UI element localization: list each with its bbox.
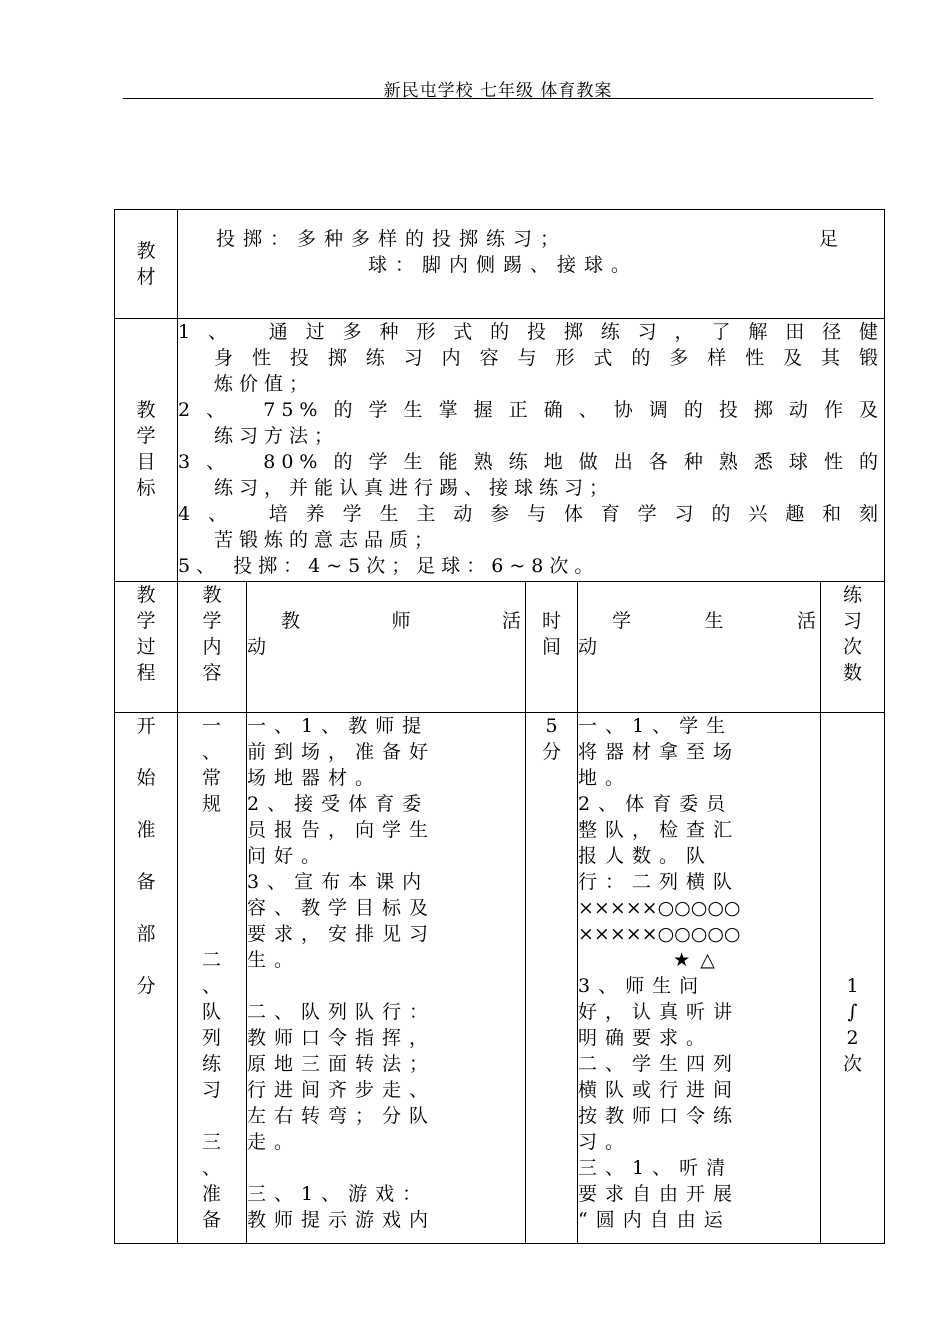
content-lines — [202, 713, 246, 1233]
reps-line — [821, 765, 884, 791]
teacher-line: 员报告，向学生 — [247, 819, 437, 841]
content-line — [202, 843, 246, 869]
content-line — [202, 921, 246, 947]
goal-5: 5、 投掷：4~5次；足球：6~8次。 — [178, 555, 600, 577]
content-line: 队 — [202, 1001, 222, 1023]
teacher-line — [247, 973, 525, 999]
reps-cell — [821, 713, 885, 1244]
student-line: 一、1、学生 — [578, 715, 734, 737]
goal-4-end: 苦锻炼的意志品质； — [214, 529, 440, 551]
header-reps: 练 习 次 数 — [821, 582, 885, 713]
student-line: 地。 — [578, 767, 633, 789]
reps-line — [821, 791, 884, 817]
student-line: 明确要求。 — [578, 1027, 714, 1049]
goals-content — [178, 319, 885, 582]
reps-line: 1 — [846, 975, 859, 997]
goal-4: 4、 培养学生主动参与体育学习的兴趣和刻 — [178, 503, 884, 525]
header-content: 教 学 内 容 — [178, 582, 247, 713]
content-line: 、 — [202, 975, 222, 997]
material-content — [178, 210, 885, 319]
teacher-activity-cell — [247, 713, 526, 1244]
teacher-line: 问好。 — [247, 845, 329, 867]
teacher-line — [247, 1155, 525, 1181]
goal-3: 3、 80%的学生能熟练地做出各种熟悉球性的 — [178, 451, 884, 473]
material-line-2: 球：脚内侧踢、接球。 — [368, 254, 639, 276]
content-line: 规 — [202, 793, 222, 815]
student-line: ×××××○○○○○ — [578, 923, 741, 945]
content-line: 、 — [202, 1157, 222, 1179]
reps-line — [821, 921, 884, 947]
phase-label: 开 始 准 备 部 分 — [115, 713, 178, 1244]
goal-2-end: 练习方法； — [214, 425, 340, 447]
teacher-line: 场地器材。 — [247, 767, 383, 789]
teacher-line: 左右转弯；分队 — [247, 1105, 437, 1127]
student-line: 行：二列横队 — [578, 871, 741, 893]
reps-line — [821, 843, 884, 869]
reps-line — [821, 895, 884, 921]
reps-line: 2 — [846, 1027, 859, 1049]
reps-line — [821, 869, 884, 895]
page-header: 新民屯学校 七年级 体育教案 — [383, 81, 613, 101]
column-header-row — [115, 582, 885, 713]
teacher-line: 原地三面转法； — [247, 1053, 437, 1075]
student-line: 整队，检查汇 — [578, 819, 741, 841]
student-line: 报人数。队 — [578, 845, 714, 867]
content-line — [202, 817, 246, 843]
teacher-line: 2、接受体育委 — [247, 793, 430, 815]
student-line: 好，认真听讲 — [578, 1001, 741, 1023]
content-line: 练 — [202, 1053, 222, 1075]
teacher-line: 3、宣布本课内 — [247, 871, 430, 893]
material-line-1-end: 足 — [818, 228, 846, 250]
content-line: 、 — [202, 741, 222, 763]
teacher-line: 一、1、教师提 — [247, 715, 430, 737]
content-line — [202, 1103, 246, 1129]
teacher-line: 走。 — [247, 1131, 302, 1153]
student-lines — [578, 713, 820, 1233]
content-line: 备 — [202, 1209, 222, 1231]
reps-line: ∫ — [847, 1001, 858, 1023]
content-line: 二 — [202, 949, 222, 971]
student-line: 横队或行进间 — [578, 1079, 741, 1101]
teacher-line: 行进间齐步走、 — [247, 1079, 437, 1101]
goal-1-cont: 身性投掷练习内容与形式的多样性及其锻 — [214, 347, 884, 369]
teacher-line: 教师提示游戏内 — [247, 1209, 437, 1231]
student-line: 三、1、听清 — [578, 1157, 734, 1179]
content-line: 一 — [202, 715, 222, 737]
warmup-section-row — [115, 713, 885, 1244]
teacher-line: 教师口令指挥， — [247, 1027, 437, 1049]
content-line: 常 — [202, 767, 222, 789]
student-line: 按教师口令练 — [578, 1105, 741, 1127]
student-activity-cell — [578, 713, 821, 1244]
material-line-1: 投掷：多种多样的投掷练习； — [216, 228, 568, 250]
content-line — [202, 895, 246, 921]
header-process: 教 学 过 程 — [115, 582, 178, 713]
lesson-plan-table — [114, 209, 885, 1244]
content-line: 习 — [202, 1079, 222, 1101]
student-line: 二、学生四列 — [578, 1053, 741, 1075]
goal-1-end: 炼价值； — [214, 373, 315, 395]
header-divider — [123, 98, 873, 99]
student-line: 2、体育委员 — [578, 793, 734, 815]
content-cell — [178, 713, 247, 1244]
content-line: 准 — [202, 1183, 222, 1205]
reps-line: 次 — [842, 1053, 862, 1075]
reps-line — [821, 947, 884, 973]
header-student-activity: 学 生 活 动 — [578, 582, 821, 713]
material-row — [115, 210, 885, 319]
student-line: ★△ — [673, 949, 725, 971]
time-cell: 5 分 — [526, 713, 578, 1244]
goal-2: 2、 75%的学生掌握正确、协调的投掷动作及 — [178, 399, 884, 421]
content-line: 三 — [202, 1131, 222, 1153]
material-label: 教 材 — [115, 210, 178, 319]
reps-line — [821, 713, 884, 739]
student-line: 习。 — [578, 1131, 633, 1153]
goal-3-end: 练习，并能认真进行踢、接球练习； — [214, 477, 615, 499]
goals-label: 教 学 目 标 — [115, 319, 178, 582]
teacher-line: 三、1、游戏： — [247, 1183, 430, 1205]
goal-1: 1、 通过多种形式的投掷练习，了解田径健 — [178, 321, 884, 343]
teacher-line: 前到场，准备好 — [247, 741, 437, 763]
content-line: 列 — [202, 1027, 222, 1049]
header-teacher-activity: 教 师 活 动 — [247, 582, 526, 713]
header-time: 时 间 — [526, 582, 578, 713]
teacher-line: 要求，安排见习 — [247, 923, 437, 945]
content-line — [202, 869, 246, 895]
teacher-line: 二、队列队行： — [247, 1001, 437, 1023]
teacher-line: 容、教学目标及 — [247, 897, 437, 919]
teacher-line: 生。 — [247, 949, 302, 971]
goals-row — [115, 319, 885, 582]
teacher-lines — [247, 713, 525, 1233]
student-line: 3、师生问 — [578, 975, 707, 997]
student-line: 将器材拿至场 — [578, 741, 741, 763]
reps-lines — [821, 713, 884, 1077]
reps-line — [821, 739, 884, 765]
student-line: ×××××○○○○○ — [578, 897, 741, 919]
student-line: “圆内自由运 — [578, 1209, 731, 1231]
reps-line — [821, 817, 884, 843]
student-line: 要求自由开展 — [578, 1183, 741, 1205]
